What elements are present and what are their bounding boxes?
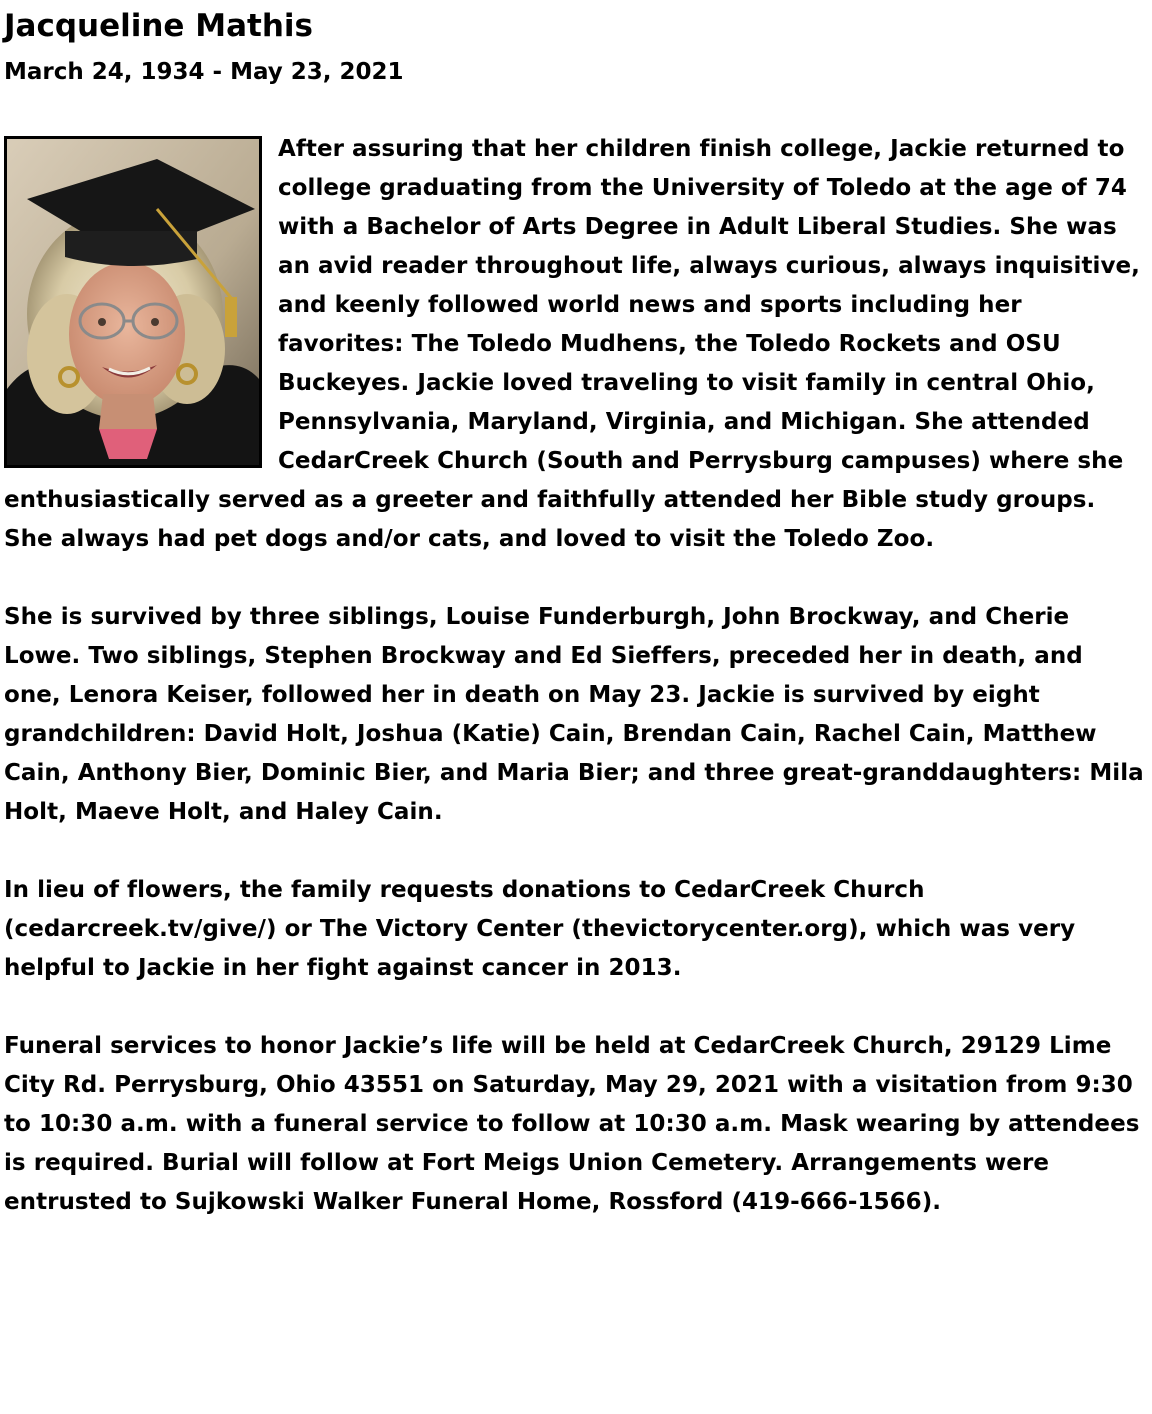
paragraph-biography: After assuring that her children finish college, Jackie returned to college graduating from the University of Toledo at the age of 74 with a Bachelor of Arts Degree in Adult Liberal Studies. She was an avid reader throughout life, always curious, always inquisitive, and keenly followed world news and sports including her favorites: The Toledo Mudhens, the Toledo Rockets and OSU Buckeyes. Jackie loved traveling to visit family in central Ohio, Pennsylvania, Maryland, Virginia, and Michigan. She attended CedarCreek Church (South and Perrysburg campuses) where she enthusiastically served as a greeter and faithfully attended her Bible study groups. She always had pet dogs and/or cats, and loved to visit the Toledo Zoo. xyxy=(4,136,1140,552)
obituary-body xyxy=(4,130,1144,1261)
obituary-name: Jacqueline Mathis xyxy=(4,8,313,44)
obituary-dates: March 24, 1934 - May 23, 2021 xyxy=(4,59,404,85)
paragraph-survivors: She is survived by three siblings, Louise Funderburgh, John Brockway, and Cherie Lowe. Two siblings, Stephen Brockway and Ed Sieffers, preceded her in death, and one, Lenora Keiser, followed her in death on May 23. Jackie is survived by eight grandchildren: David Holt, Joshua (Katie) Cain, Brendan Cain, Rachel Cain, Matthew Cain, Anthony Bier, Dominic Bier, and Maria Bier; and three great-granddaughters: Mila Holt, Maeve Holt, and Haley Cain. xyxy=(4,604,1144,825)
paragraph-donations: In lieu of flowers, the family requests donations to CedarCreek Church (cedarcreek.tv/give/) or The Victory Center (thevictorycenter.org), which was very helpful to Jackie in her fight against cancer in 2013. xyxy=(4,877,1076,981)
paragraph-services: Funeral services to honor Jackie’s life will be held at CedarCreek Church, 29129 Lime City Rd. Perrysburg, Ohio 43551 on Saturday, May 29, 2021 with a visitation from 9:30 to 10:30 a.m. with a funeral service to follow at 10:30 a.m. Mask wearing by attendees is required. Burial will follow at Fort Meigs Union Cemetery. Arrangements were entrusted to Sujkowski Walker Funeral Home, Rossford (419-666-1566). xyxy=(4,1033,1140,1215)
portrait-photo xyxy=(4,136,262,468)
